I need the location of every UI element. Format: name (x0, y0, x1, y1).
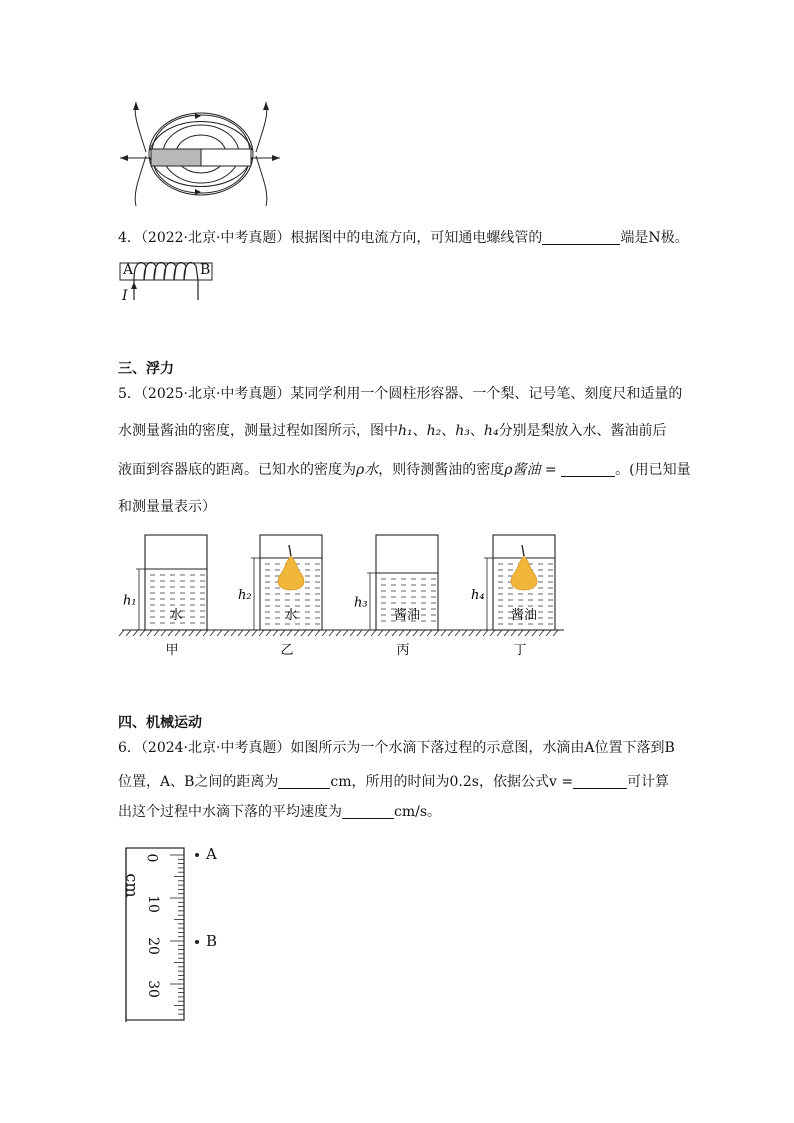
beaker-height-label: h₁ (123, 593, 137, 609)
beaker-liquid-label: 水 (284, 608, 298, 623)
beaker-height-label: h₄ (471, 588, 485, 603)
ruler-unit-label: cm (122, 873, 142, 898)
q6-distance-blank[interactable] (278, 774, 330, 789)
ruler-tick-20: 20 (144, 937, 161, 955)
ruler-tick-30: 30 (144, 980, 161, 998)
beaker-height-label: h₃ (354, 595, 368, 611)
q4-answer-blank[interactable] (542, 230, 620, 245)
q6-speed-blank[interactable] (342, 804, 394, 819)
question-5-line-3: 液面到容器底的距离。已知水的密度为ρ水，则待测酱油的密度ρ酱油 = 。(用已知量 (118, 462, 691, 478)
ruler-tick-10: 10 (144, 895, 161, 913)
beaker-caption: 甲 (165, 643, 179, 658)
beaker-caption: 乙 (280, 643, 294, 658)
ruler-tick-0: 0 (143, 853, 160, 863)
section-3-title: 三、浮力 (118, 361, 174, 377)
magnet-field-diagram (118, 92, 288, 222)
beaker-caption: 丙 (396, 643, 410, 658)
point-b-label: B (206, 932, 218, 950)
beaker-caption: 丁 (513, 643, 527, 658)
point-a-label: A (206, 845, 217, 863)
question-6-line-3: 出这个过程中水滴下落的平均速度为 cm/s。 (118, 804, 442, 820)
solenoid-label-a: A (123, 262, 134, 278)
beaker-height-label: h₂ (238, 588, 252, 603)
ruler-diagram (120, 840, 230, 1025)
question-5-line-4: 和测量量表示） (118, 499, 216, 515)
question-6-line-2: 位置，A、B之间的距离为 cm，所用的时间为0.2s，依据公式v = 可计算 (118, 774, 670, 790)
q5-answer-blank[interactable] (561, 462, 615, 477)
beakers-diagram (118, 530, 568, 660)
beaker-liquid-label: 酱油 (510, 608, 538, 623)
solenoid-diagram (118, 258, 218, 308)
question-5-line-1: 5．（2025·北京·中考真题）某同学利用一个圆柱形容器、一个梨、记号笔、刻度尺和适量的 (118, 386, 683, 402)
section-4-title: 四、机械运动 (118, 715, 202, 731)
question-6-line-1: 6．（2024·北京·中考真题）如图所示为一个水滴下落过程的示意图，水滴由A位置下落到B (118, 740, 675, 756)
beaker-liquid-label: 水 (169, 608, 183, 623)
q4-suffix: 端是N极。 (620, 230, 689, 246)
beaker-liquid-label: 酱油 (393, 608, 421, 623)
q6-formula-blank[interactable] (573, 774, 627, 789)
q4-prefix: 4．（2022·北京·中考真题）根据图中的电流方向，可知通电螺线管的 (118, 230, 543, 246)
question-5-line-2: 水测量酱油的密度，测量过程如图所示，图中h₁、h₂、h₃、h₄分别是梨放入水、酱油前后 (118, 423, 667, 439)
solenoid-label-b: B (200, 262, 211, 278)
current-label-i: I (122, 288, 128, 304)
question-4 (118, 228, 689, 248)
